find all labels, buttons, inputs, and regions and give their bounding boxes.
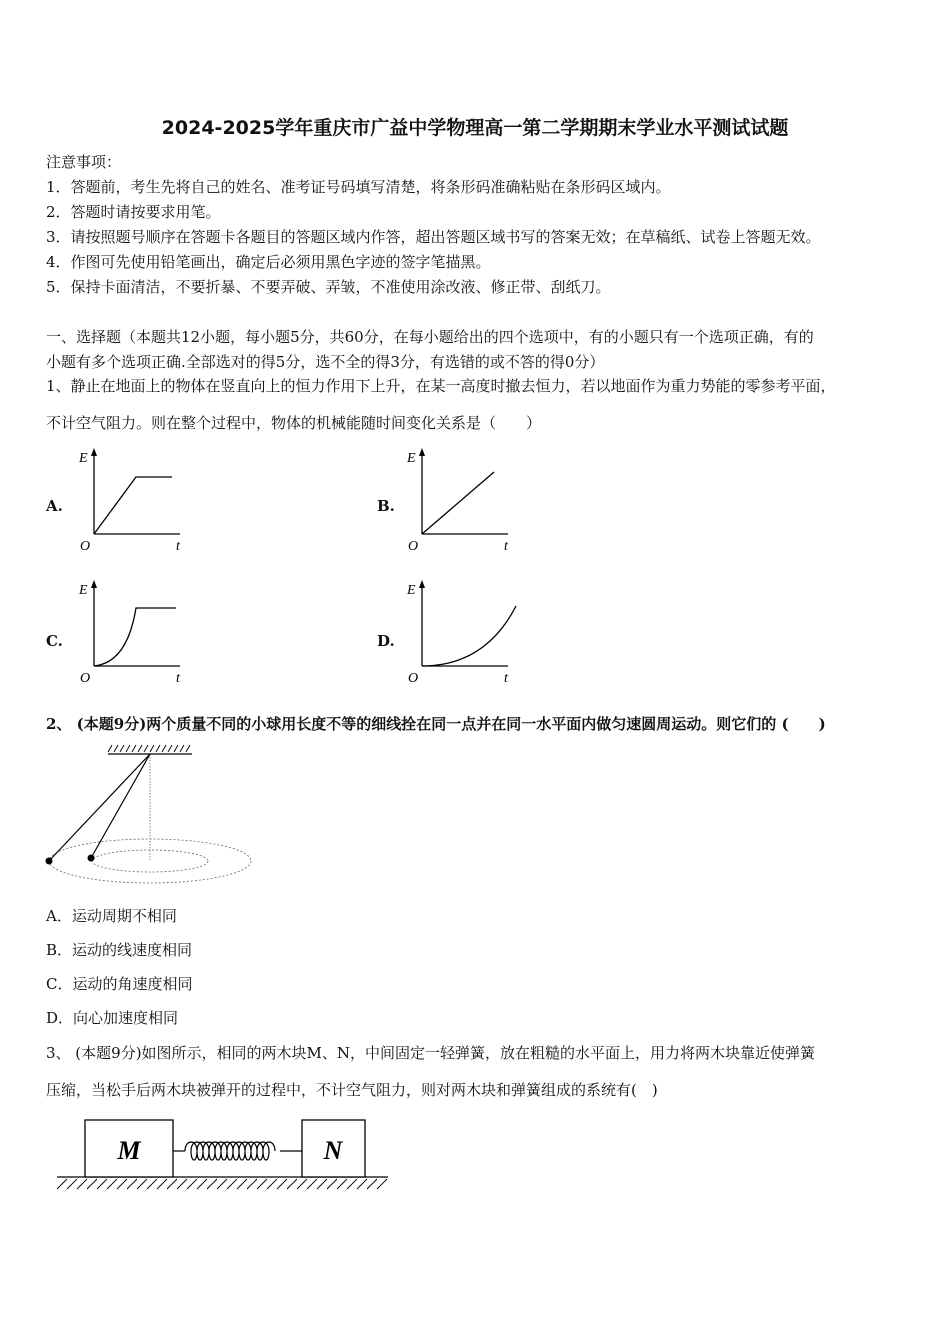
axis-t-label: t bbox=[504, 671, 508, 686]
notice-item: 5．保持卡面清洁，不要折暴、不要弄破、弄皱，不准使用涂改液、修正带、刮纸刀。 bbox=[46, 278, 611, 296]
origin-label: O bbox=[408, 671, 419, 686]
question-1-stem: 1、静止在地面上的物体在竖直向上的恒力作用下上升，在某一高度时撤去恒力，若以地面作为重力势能的零参考平面， bbox=[46, 377, 836, 395]
origin-label: O bbox=[408, 539, 419, 554]
option-b: B．运动的线速度相同 bbox=[46, 941, 193, 959]
notice-heading: 注意事项： bbox=[46, 153, 122, 171]
option-c: C．运动的角速度相同 bbox=[46, 975, 193, 993]
conical-pendulum-figure bbox=[40, 742, 260, 892]
spring-blocks-figure bbox=[55, 1115, 395, 1195]
question-3-stem: 3、 (本题9分)如图所示，相同的两木块M、N，中间固定一轻弹簧，放在粗糙的水平面上，用力将两木块靠近使弹簧 bbox=[46, 1044, 816, 1062]
graph-a bbox=[72, 446, 192, 556]
notice-item: 3．请按照题号顺序在答题卡各题目的答题区域内作答，超出答题区域书写的答案无效；在草稿纸、试卷上答题无效。 bbox=[46, 228, 821, 246]
origin-label: O bbox=[80, 539, 91, 554]
question-1-stem-cont: 不计空气阻力。则在整个过程中，物体的机械能随时间变化关系是（ ） bbox=[46, 414, 542, 432]
graph-b bbox=[400, 446, 520, 556]
section-heading-cont: 小题有多个选项正确.全部选对的得5分，选不全的得3分，有选错的或不答的得0分） bbox=[46, 353, 605, 371]
option-a-label: A. bbox=[46, 497, 63, 515]
option-a: A．运动周期不相同 bbox=[46, 907, 177, 925]
axis-t-label: t bbox=[176, 539, 180, 554]
axis-e-label: E bbox=[79, 583, 88, 598]
section-heading: 一、选择题（本题共12小题，每小题5分，共60分，在每小题给出的四个选项中，有的小题只有一个选项正确，有的 bbox=[46, 328, 814, 346]
question-3-stem-cont: 压缩，当松手后两木块被弹开的过程中，不计空气阻力，则对两木块和弹簧组成的系统有( ) bbox=[46, 1081, 658, 1099]
origin-label: O bbox=[80, 671, 91, 686]
page-title: 2024-2025学年重庆市广益中学物理高一第二学期期末学业水平测试试题 bbox=[161, 117, 789, 139]
question-2-stem: 2、 (本题9分)两个质量不同的小球用长度不等的细线拴在同一点并在同一水平面内做匀速圆周运动。则它们的 ( ) bbox=[46, 715, 826, 733]
axis-e-label: E bbox=[407, 583, 416, 598]
graph-d bbox=[400, 578, 520, 688]
notice-item: 2．答题时请按要求用笔。 bbox=[46, 203, 221, 221]
graph-c bbox=[72, 578, 192, 688]
option-d: D．向心加速度相同 bbox=[46, 1009, 179, 1027]
option-d-label: D. bbox=[377, 632, 395, 650]
block-n-label: N bbox=[323, 1136, 343, 1165]
axis-e-label: E bbox=[407, 451, 416, 466]
axis-e-label: E bbox=[79, 451, 88, 466]
option-b-label: B. bbox=[377, 497, 395, 515]
notice-item: 1．答题前，考生先将自己的姓名、准考证号码填写清楚，将条形码准确粘贴在条形码区域内。 bbox=[46, 178, 671, 196]
axis-t-label: t bbox=[176, 671, 180, 686]
notice-item: 4．作图可先使用铅笔画出，确定后必须用黑色字迹的签字笔描黑。 bbox=[46, 253, 491, 271]
block-m-label: M bbox=[117, 1136, 141, 1165]
option-c-label: C. bbox=[46, 632, 63, 650]
axis-t-label: t bbox=[504, 539, 508, 554]
